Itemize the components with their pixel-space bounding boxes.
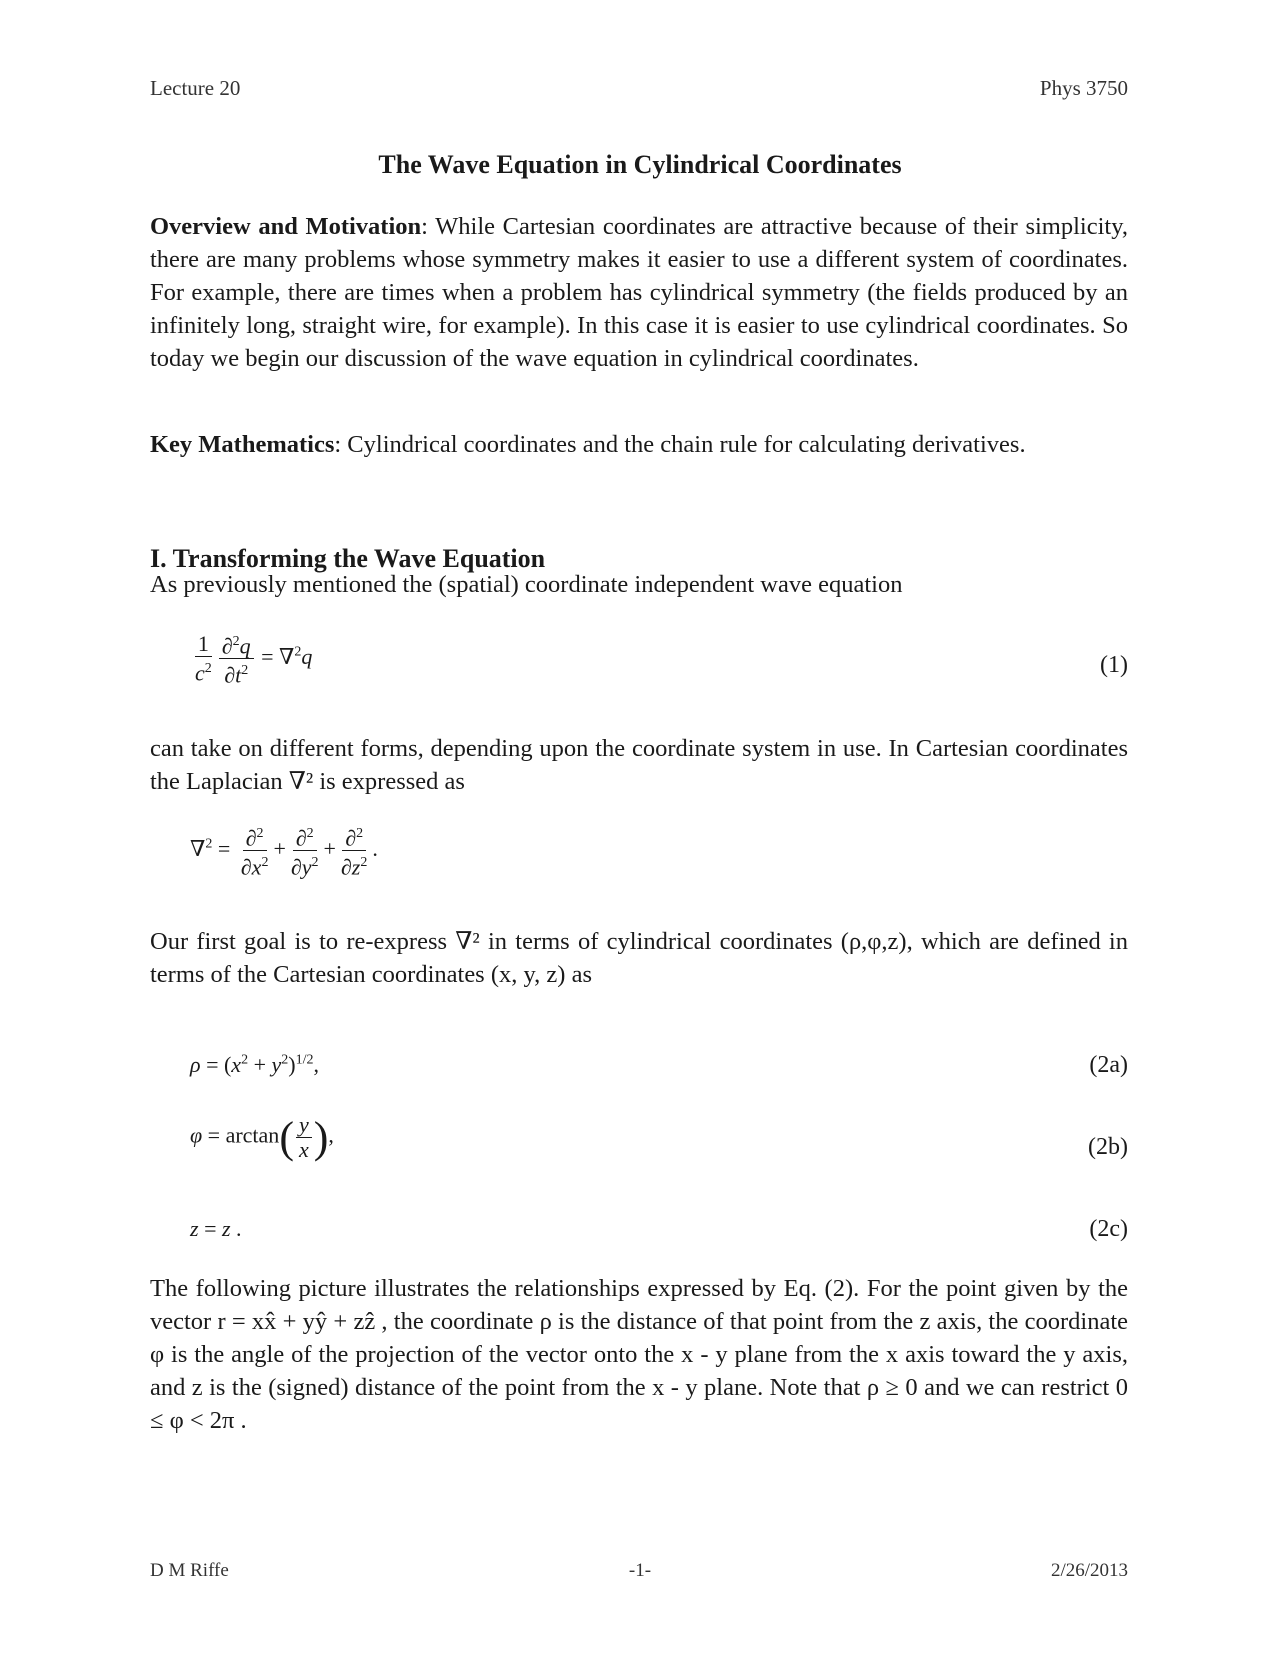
- equation-1: $\frac{1}{c^2}$ $\frac{\partial^2q}{\partial t^2}$ = ∇$^2$q: [195, 631, 313, 688]
- laplacian-equation: ∇$^2$ = $\frac{\partial^2}{\partial x^2}$ + $\frac{\partial^2}{\partial y^2}$ + $\frac{\partial^2}{\partial z^2}$ .: [190, 822, 378, 880]
- footer-date: 2/26/2013: [1050, 1560, 1128, 1581]
- equation-1-number: (1): [1100, 652, 1128, 678]
- page-title: The Wave Equation in Cylindrical Coordinates: [378, 150, 902, 179]
- section-intro: As previously mentioned the (spatial) coordinate independent wave equation: [150, 571, 903, 598]
- laplacian-paragraph: can take on different forms, depending upon the coordinate system in use. In Cartesian coordinates the Laplacian ∇² is expressed as: [150, 735, 1128, 795]
- key-math-paragraph: [150, 428, 1128, 461]
- header-lecture: Lecture 20: [150, 76, 241, 100]
- key-math-heading: Key Mathematics: [150, 431, 335, 458]
- overview-text: : While Cartesian coordinates are attractive because of their simplicity, there are many problems whose symmetry makes it easier to use a different system of coordinates. For example, there are times when a problem has cylindrical symmetry (the fields produced by an infinitely long, straight wire, for example). In this case it is easier to use cylindrical coordinates. So today we begin our discussion of the wave equation in cylindrical coordinates.: [150, 213, 1128, 372]
- section-heading: I. Transforming the Wave Equation: [150, 544, 546, 573]
- equation-2a: $\rho = (x^2 + y^2)^{1/2}$,: [190, 1052, 319, 1077]
- footer-author: D M Riffe: [150, 1560, 229, 1581]
- equation-2b: φ = arctan( $\frac{y}{x}$ ),: [190, 1112, 334, 1162]
- picture-paragraph: The following picture illustrates the relationships expressed by Eq. (2). For the point given by the vector r = xx̂ + yŷ + zẑ , the coordinate ρ is the distance of that point from the z axis, the coordinate φ is the angle of the projection of the vector onto the x - y plane from the x axis toward the y axis, and z is the (signed) distance of the point from the x - y plane. Note that ρ ≥ 0 and we can restrict 0 ≤ φ < 2π .: [150, 1275, 1128, 1434]
- overview-heading: Overview and Motivation: [150, 213, 422, 240]
- header-course: Phys 3750: [1039, 76, 1128, 100]
- equation-2b-number: (2b): [1088, 1134, 1128, 1160]
- equation-2c-number: (2c): [1089, 1216, 1128, 1242]
- equation-2a-number: (2a): [1089, 1052, 1128, 1078]
- overview-paragraph: [150, 210, 1128, 375]
- equation-2c: z = z .: [190, 1216, 242, 1241]
- goal-paragraph: Our first goal is to re-express ∇² in terms of cylindrical coordinates (ρ,φ,z), which are defined in terms of the Cartesian coordinates (x, y, z) as: [150, 928, 1128, 988]
- footer-page-number: -1-: [628, 1560, 652, 1581]
- key-math-text: : Cylindrical coordinates and the chain rule for calculating derivatives.: [334, 431, 1026, 458]
